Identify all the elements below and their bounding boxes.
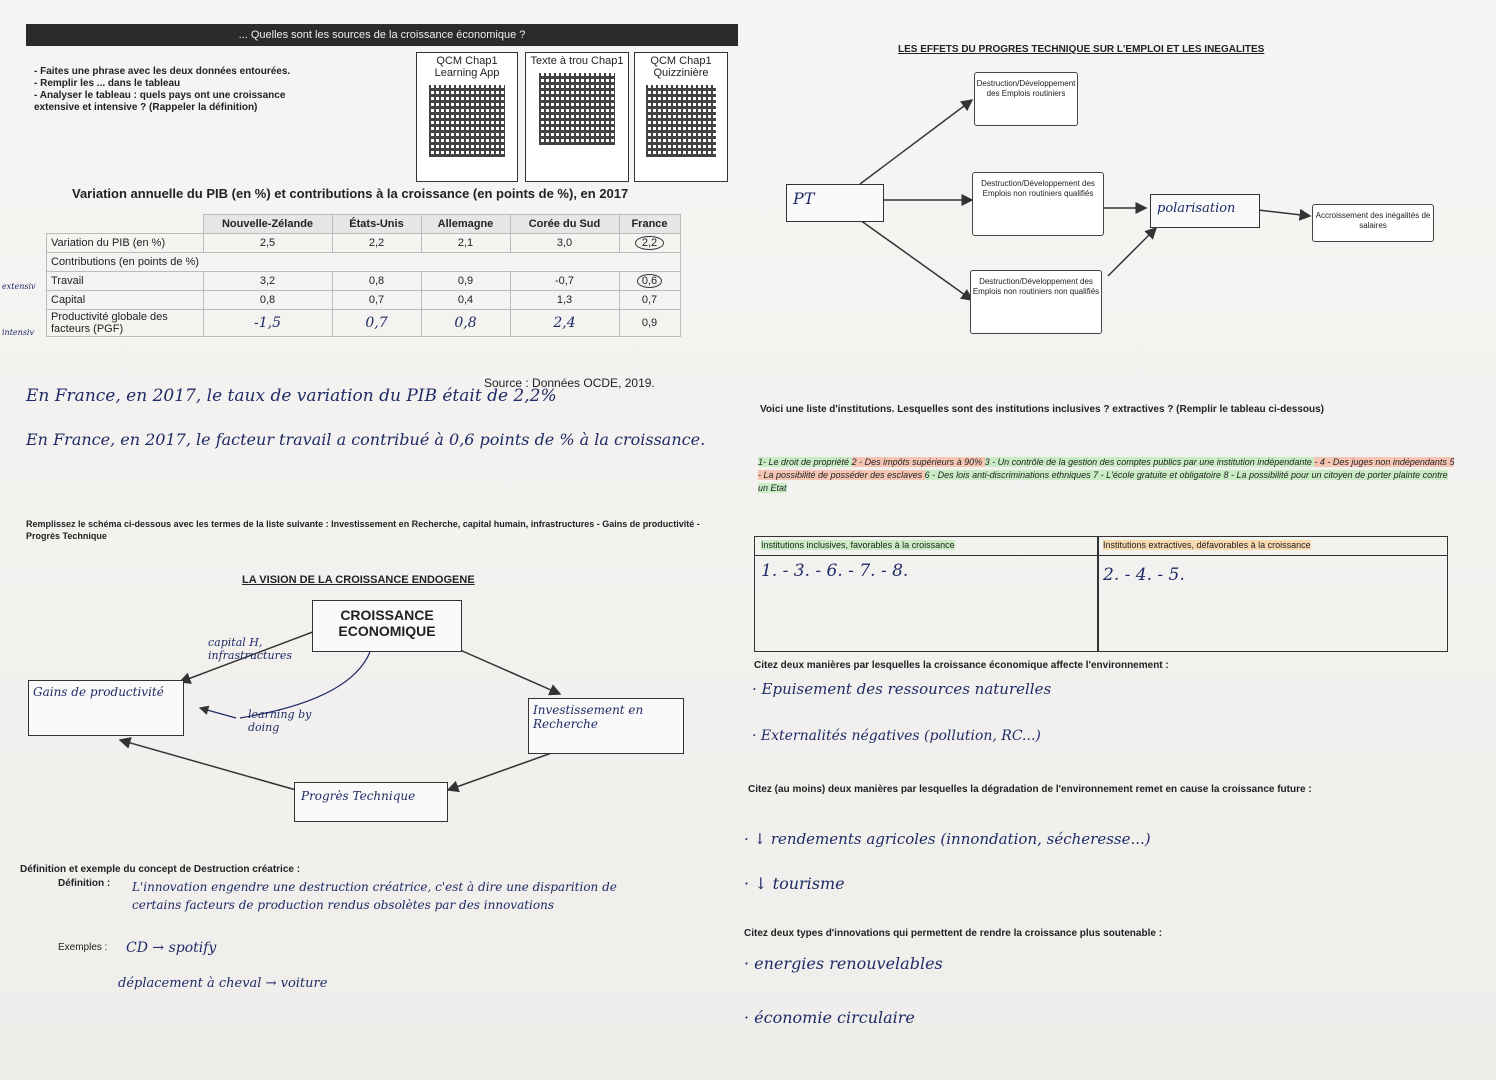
env-answer-3a: · energies renouvelables bbox=[744, 954, 943, 973]
node-croissance-label: CROISSANCE ECONOMIQUE bbox=[338, 607, 436, 639]
qr-code-icon bbox=[646, 85, 716, 157]
cell: 1,3 bbox=[510, 291, 619, 310]
circled-value: 2,2 bbox=[635, 236, 664, 250]
schema-instruction: Remplissez le schéma ci-dessous avec les termes de la liste suivante : Investissement en Recherche, capital humain, infrastructures - Gains de productivité - Progrès Technique bbox=[26, 519, 700, 541]
node-routiniers bbox=[974, 72, 1078, 126]
node-non-qualifies-label: Destruction/Développement des Emplois non routiniers non qualifiés bbox=[972, 277, 1100, 296]
table-row bbox=[47, 234, 681, 253]
cell: 0,8 bbox=[332, 272, 421, 291]
row-label: Productivité globale des facteurs (PGF) bbox=[47, 310, 204, 337]
institution-item: 1- Le droit de propriété bbox=[758, 457, 852, 467]
instruction-line: - Faites une phrase avec les deux données entourées. bbox=[34, 66, 291, 77]
answer-line-2: En France, en 2017, le facteur travail a contribué à 0,6 points de % à la croissance. bbox=[26, 430, 706, 449]
arrow-label-capital: capital H, infrastructures bbox=[208, 636, 292, 662]
cell-circled bbox=[619, 234, 680, 253]
institutions-table bbox=[754, 536, 1448, 652]
institutions-question: Voici une liste d'institutions. Lesquelles sont des institutions inclusives ? extractives ? (Remplir le tableau ci-dessous) bbox=[760, 404, 1324, 415]
destruction-title: Définition et exemple du concept de Destruction créatrice : bbox=[20, 864, 301, 875]
definition-text: L'innovation engendre une destruction créatrice, c'est à dire une disparition de certains facteurs de production rendus obsolètes par des innovations bbox=[132, 880, 617, 912]
margin-note-extensive: extensiv bbox=[2, 282, 36, 291]
header-banner bbox=[26, 24, 738, 46]
qr-box-quizziniere[interactable] bbox=[634, 52, 728, 182]
cell-handwritten: 0,7 bbox=[332, 310, 421, 337]
examples-label: Exemples : bbox=[58, 942, 108, 953]
table-row bbox=[47, 310, 681, 337]
env-answer-3b: · économie circulaire bbox=[744, 1008, 915, 1027]
env-answer-2a: · ↓ rendements agricoles (innondation, sécheresse...) bbox=[744, 830, 1151, 848]
qr-label: QCM Chap1 Quizzinière bbox=[650, 55, 712, 79]
qr-code-icon bbox=[429, 85, 505, 157]
node-non-routiniers-qualifies bbox=[972, 172, 1104, 236]
node-routiniers-label: Destruction/Développement des Emplois routiniers bbox=[976, 79, 1076, 98]
env-question-2: Citez (au moins) deux manières par lesquelles la dégradation de l'environnement remet en cause la croissance future : bbox=[748, 784, 1312, 795]
margin-note-intensive: intensiv bbox=[2, 328, 34, 337]
env-answer-2b: · ↓ tourisme bbox=[744, 874, 845, 893]
table-row bbox=[47, 272, 681, 291]
qr-box-learning-app[interactable] bbox=[416, 52, 518, 182]
node-gains bbox=[28, 680, 184, 736]
col-header: Nouvelle-Zélande bbox=[203, 215, 332, 234]
table-title: Variation annuelle du PIB (en %) et contributions à la croissance (en points de %), en 2017 bbox=[72, 186, 629, 201]
example-1: CD → spotify bbox=[126, 940, 217, 956]
node-inegalites bbox=[1312, 204, 1434, 242]
table-row bbox=[47, 291, 681, 310]
cell: 0,8 bbox=[203, 291, 332, 310]
col-header: France bbox=[619, 215, 680, 234]
cell: 0,4 bbox=[421, 291, 510, 310]
col-header: États-Unis bbox=[332, 215, 421, 234]
institution-item: 7 - L'école gratuite et obligatoire bbox=[1093, 470, 1224, 480]
answer-extractive: 2. - 4. - 5. bbox=[1103, 565, 1185, 585]
env-answer-1a: · Epuisement des ressources naturelles bbox=[752, 680, 1052, 698]
instruction-line: - Remplir les ... dans le tableau bbox=[34, 78, 181, 89]
institution-item: 2 - Des impôts supérieurs à 90% bbox=[851, 457, 985, 467]
col-extractive-label: Institutions extractives, défavorables à la croissance bbox=[1103, 540, 1311, 550]
header-divider bbox=[755, 555, 1447, 556]
cell-handwritten: 2,4 bbox=[510, 310, 619, 337]
qr-label: QCM Chap1 Learning App bbox=[434, 55, 500, 79]
row-label: Variation du PIB (en %) bbox=[47, 234, 204, 253]
node-gains-label: Gains de productivité bbox=[33, 685, 164, 699]
institution-item: 3 - Un contrôle de la gestion des comptes publics par une institution indépendante bbox=[984, 457, 1315, 467]
instructions bbox=[34, 66, 414, 114]
institution-item: - 4 - Des juges non indépendants bbox=[1314, 457, 1450, 467]
env-question-1: Citez deux manières par lesquelles la croissance économique affecte l'environnement : bbox=[754, 660, 1169, 671]
env-answer-1b: · Externalités négatives (pollution, RC...) bbox=[752, 728, 1041, 744]
env-question-3: Citez deux types d'innovations qui permettent de rendre la croissance plus soutenable : bbox=[744, 928, 1163, 939]
cell: 2,5 bbox=[203, 234, 332, 253]
cell: 2,2 bbox=[332, 234, 421, 253]
cell: 3,0 bbox=[510, 234, 619, 253]
institutions-list bbox=[758, 456, 1458, 495]
node-polarisation bbox=[1150, 194, 1260, 228]
example-2: déplacement à cheval → voiture bbox=[118, 976, 328, 991]
col-header: Corée du Sud bbox=[510, 215, 619, 234]
cell: 0,7 bbox=[619, 291, 680, 310]
row-label: Capital bbox=[47, 291, 204, 310]
col-inclusive-label: Institutions inclusives, favorables à la croissance bbox=[761, 540, 955, 550]
cell-handwritten: 0,8 bbox=[421, 310, 510, 337]
qr-code-icon bbox=[539, 73, 615, 145]
col-header: Allemagne bbox=[421, 215, 510, 234]
circled-value: 0,6 bbox=[637, 274, 662, 288]
answer-inclusive: 1. - 3. - 6. - 7. - 8. bbox=[761, 561, 909, 581]
schema-title: LA VISION DE LA CROISSANCE ENDOGENE bbox=[242, 574, 475, 586]
qr-box-texte-a-trou[interactable] bbox=[525, 52, 629, 182]
cell-circled bbox=[619, 272, 680, 291]
arrow-label-learning: learning by doing bbox=[248, 708, 312, 734]
polarisation-label: polarisation bbox=[1157, 201, 1236, 216]
table-row bbox=[47, 253, 681, 272]
node-croissance bbox=[312, 600, 462, 652]
row-label: Travail bbox=[47, 272, 204, 291]
col-inclusive-header bbox=[761, 540, 955, 550]
answer-line-1: En France, en 2017, le taux de variation du PIB était de 2,2% bbox=[26, 386, 557, 406]
institution-item: 5 - La possibilité de posséder des esclaves bbox=[758, 457, 1455, 480]
node-investissement-label: Investissement en Recherche bbox=[533, 703, 644, 731]
node-investissement bbox=[528, 698, 684, 754]
institution-item: 6 - Des lois anti-discriminations ethniques bbox=[924, 470, 1094, 480]
node-qualifies-label: Destruction/Développement des Emplois non routiniers qualifiés bbox=[981, 179, 1095, 198]
inegalites-label: Accroissement des inégalités de salaires bbox=[1315, 211, 1431, 230]
cell: 2,1 bbox=[421, 234, 510, 253]
definition-label: Définition : bbox=[58, 878, 111, 889]
pt-diagram-title: LES EFFETS DU PROGRES TECHNIQUE SUR L'EMPLOI ET LES INEGALITES bbox=[898, 44, 1265, 55]
instruction-line: extensive et intensive ? (Rappeler la définition) bbox=[34, 102, 258, 113]
row-label: Contributions (en points de %) bbox=[47, 253, 681, 272]
institution-item: 8 - La possibilité pour un citoyen de porter plainte contre un Etat bbox=[758, 470, 1448, 493]
table-source: Source : Données OCDE, 2019. bbox=[484, 376, 655, 390]
cell: 0,9 bbox=[619, 310, 680, 337]
node-progres bbox=[294, 782, 448, 822]
gdp-table bbox=[46, 214, 681, 337]
node-progres-label: Progrès Technique bbox=[301, 789, 416, 803]
col-extractive-header bbox=[1103, 540, 1311, 550]
cell: 3,2 bbox=[203, 272, 332, 291]
cell: -0,7 bbox=[510, 272, 619, 291]
pt-node-label: PT bbox=[793, 189, 815, 208]
cell: 0,9 bbox=[421, 272, 510, 291]
node-non-routiniers-non-qualifies bbox=[970, 270, 1102, 334]
header-title: ... Quelles sont les sources de la croissance économique ? bbox=[238, 29, 526, 41]
qr-label: Texte à trou Chap1 bbox=[530, 55, 624, 67]
pt-node bbox=[786, 184, 884, 222]
instruction-line: - Analyser le tableau : quels pays ont une croissance bbox=[34, 90, 286, 101]
cell: 0,7 bbox=[332, 291, 421, 310]
cell-handwritten: -1,5 bbox=[203, 310, 332, 337]
